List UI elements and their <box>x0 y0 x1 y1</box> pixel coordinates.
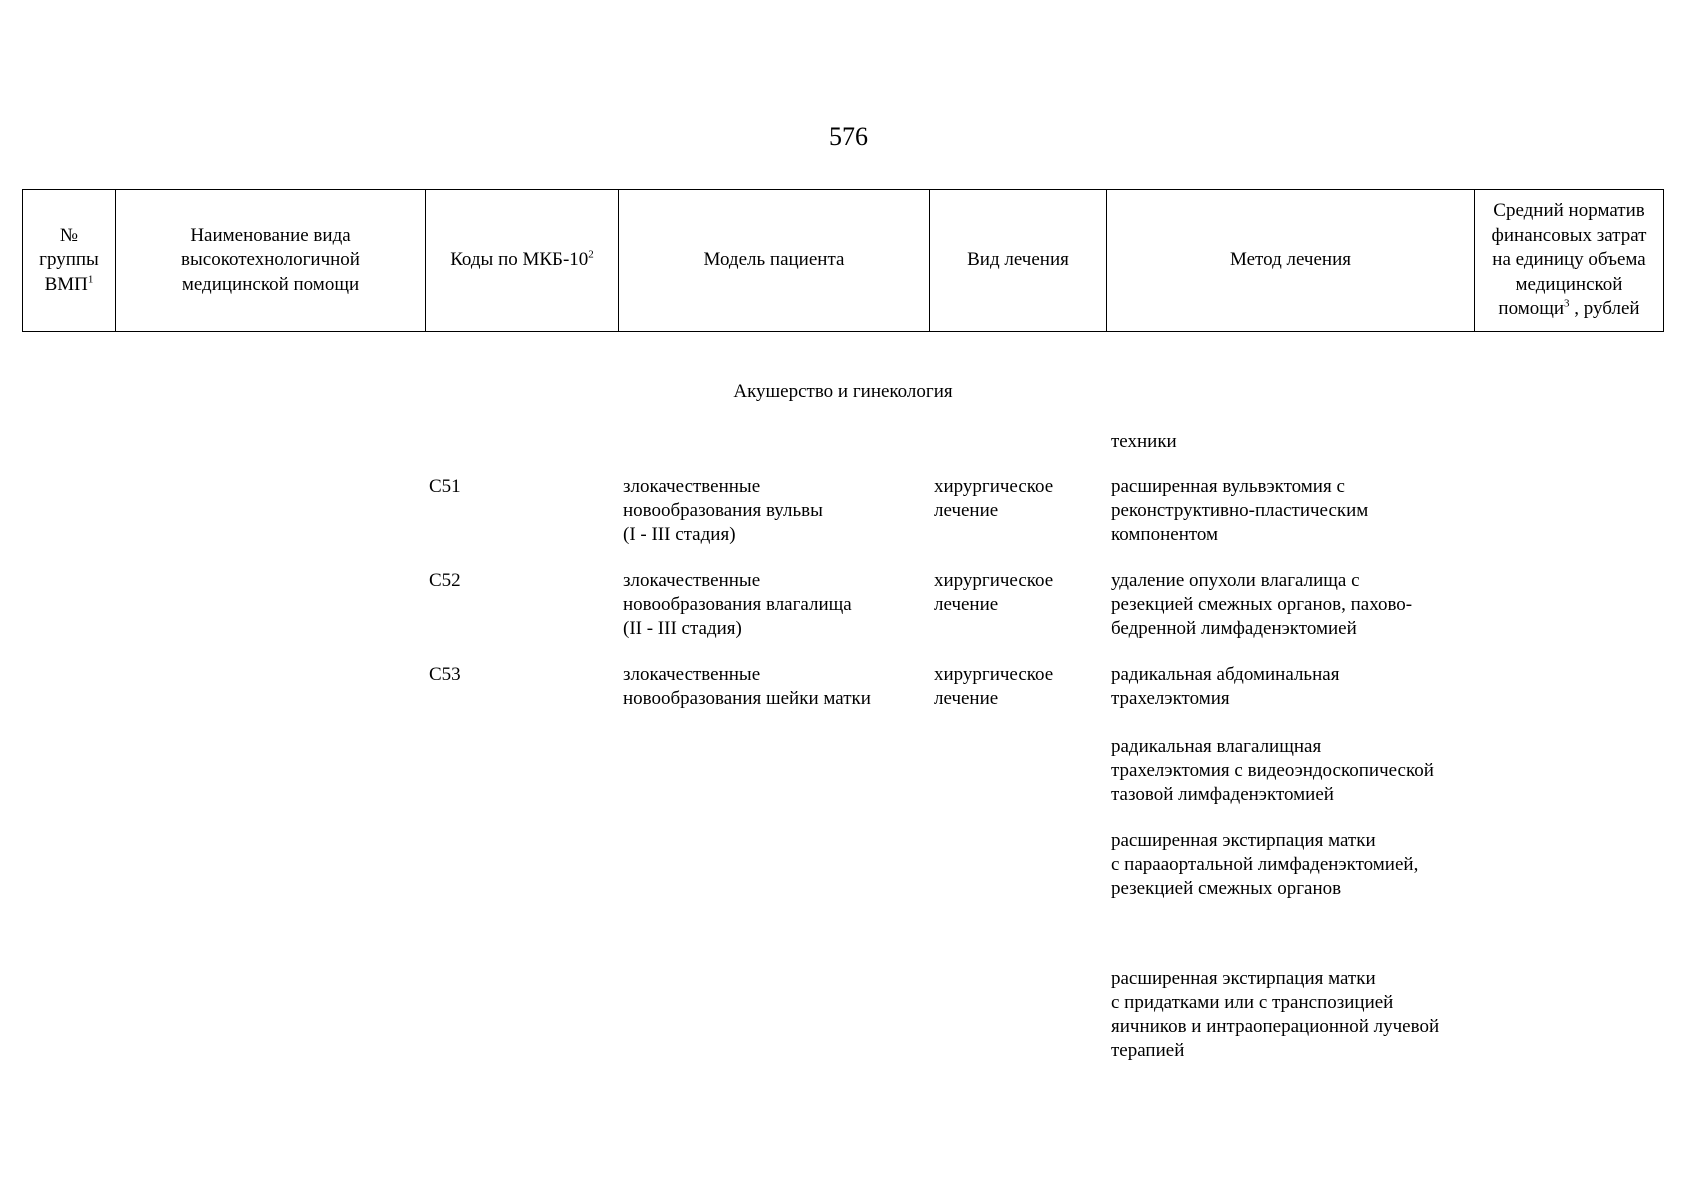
table-header <box>22 189 1664 332</box>
header-cost-line5: помощи <box>1498 298 1565 320</box>
method-line: тазовой лимфаденэктомией <box>1111 784 1334 805</box>
model-line: новообразования влагалища <box>623 594 852 615</box>
patient-model-cell <box>623 475 823 547</box>
icd-code: C51 <box>429 476 461 497</box>
header-cost-line5-tail: , рублей <box>1569 298 1640 320</box>
type-line: хирургическое <box>934 570 1054 591</box>
method-line: удаление опухоли влагалища с <box>1111 570 1360 591</box>
model-line: злокачественные <box>623 570 761 591</box>
method-cell <box>1111 663 1339 711</box>
method-line: с парааортальной лимфаденэктомией, <box>1111 854 1419 875</box>
type-line: лечение <box>934 594 999 615</box>
method-line: яичников и интраоперационной лучевой <box>1111 1016 1440 1037</box>
treatment-type-cell <box>934 663 1053 711</box>
header-care-type-name <box>116 190 426 332</box>
header-cost-standard <box>1475 190 1664 332</box>
method-line: техники <box>1111 431 1177 452</box>
patient-model-cell <box>623 663 871 711</box>
method-line: трахелэктомия <box>1111 688 1230 709</box>
header-cost-line1: Средний норматив <box>1493 200 1645 222</box>
header-group-number-line1: № <box>59 224 79 246</box>
header-group-number <box>23 190 116 332</box>
header-treatment-type: Вид лечения <box>930 190 1107 332</box>
method-cell <box>1111 829 1418 901</box>
header-group-number-line3: ВМП <box>44 273 88 295</box>
footnote-1: 1 <box>87 273 94 286</box>
header-cost-line3: на единицу объема <box>1492 249 1646 271</box>
model-line: новообразования шейки матки <box>623 688 871 709</box>
method-line: трахелэктомия с видеоэндоскопической <box>1111 760 1434 781</box>
method-line: резекцией смежных органов, пахово- <box>1111 594 1413 615</box>
header-group-number-line2: группы <box>39 249 99 271</box>
method-cell <box>1111 735 1434 807</box>
section-title: Акушерство и гинекология <box>733 381 953 402</box>
method-line: расширенная вульвэктомия с <box>1111 476 1345 497</box>
header-care-type-line3: медицинской помощи <box>181 273 360 295</box>
treatment-type-cell <box>934 475 1053 523</box>
type-line: хирургическое <box>934 476 1054 497</box>
method-line: терапией <box>1111 1040 1185 1061</box>
method-line: расширенная экстирпация матки <box>1111 968 1376 989</box>
method-cell <box>1111 569 1412 641</box>
method-line: бедренной лимфаденэктомией <box>1111 618 1357 639</box>
header-care-type-line2: высокотехнологичной <box>181 249 360 271</box>
header-care-type-line1: Наименование вида <box>190 224 351 246</box>
type-line: лечение <box>934 688 999 709</box>
header-treatment-method: Метод лечения <box>1107 190 1475 332</box>
patient-model-cell <box>623 569 852 641</box>
header-icd-codes <box>426 190 619 332</box>
model-line: (I - III стадия) <box>623 524 736 545</box>
treatment-type-cell <box>934 569 1053 617</box>
model-line: злокачественные <box>623 476 761 497</box>
method-line: расширенная экстирпация матки <box>1111 830 1376 851</box>
header-icd-codes-text: Коды по МКБ-10 <box>450 249 589 271</box>
footnote-2: 2 <box>588 248 594 261</box>
method-line: компонентом <box>1111 524 1219 545</box>
method-cell <box>1111 967 1439 1063</box>
method-line: радикальная абдоминальная <box>1111 664 1340 685</box>
page-number: 576 <box>829 122 868 151</box>
method-line: реконструктивно-пластическим <box>1111 500 1369 521</box>
icd-code: C53 <box>429 664 461 685</box>
icd-code: C52 <box>429 570 461 591</box>
header-cost-line4: медицинской <box>1515 273 1623 295</box>
header-patient-model: Модель пациента <box>619 190 930 332</box>
footnote-3: 3 <box>1564 297 1570 310</box>
method-line: резекцией смежных органов <box>1111 878 1342 899</box>
type-line: хирургическое <box>934 664 1054 685</box>
method-cell <box>1111 430 1177 454</box>
method-cell <box>1111 475 1368 547</box>
method-line: с придатками или с транспозицией <box>1111 992 1394 1013</box>
header-cost-line2: финансовых затрат <box>1491 224 1647 246</box>
model-line: злокачественные <box>623 664 761 685</box>
model-line: (II - III стадия) <box>623 618 742 639</box>
type-line: лечение <box>934 500 999 521</box>
model-line: новообразования вульвы <box>623 500 823 521</box>
method-line: радикальная влагалищная <box>1111 736 1322 757</box>
